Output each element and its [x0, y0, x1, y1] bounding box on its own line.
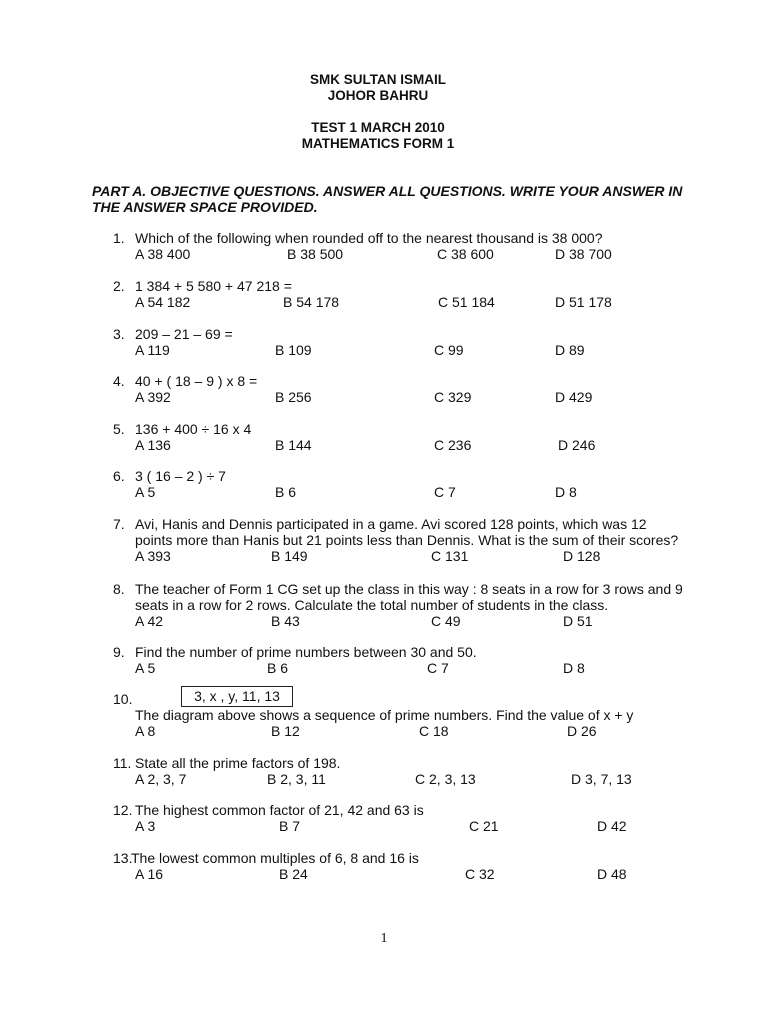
option-a: A 5 — [135, 484, 156, 500]
option-c: C 51 184 — [438, 294, 495, 310]
option-c: C 7 — [434, 484, 456, 500]
option-a: A 119 — [135, 342, 170, 358]
option-a: A 42 — [135, 613, 164, 629]
option-b: B 144 — [275, 437, 312, 453]
option-d: D 48 — [597, 866, 627, 882]
question-text: The teacher of Form 1 CG set up the class in this way : 8 seats in a row for 3 rows and 9 — [135, 581, 683, 597]
test-title: TEST 1 MARCH 2010 — [311, 120, 445, 135]
option-d: D 8 — [555, 484, 577, 500]
page-number: 1 — [380, 931, 388, 946]
question-number: 7. — [113, 516, 125, 532]
school-name: SMK SULTAN ISMAIL — [310, 72, 446, 87]
option-c: C 131 — [431, 548, 469, 564]
question-text: 1 384 + 5 580 + 47 218 = — [135, 278, 292, 294]
option-a: A 393 — [135, 548, 171, 564]
option-b: B 54 178 — [283, 294, 340, 310]
question-number: 9. — [113, 644, 125, 660]
option-d: D 429 — [555, 389, 593, 405]
option-c: C 32 — [465, 866, 495, 882]
instructions-line-2: THE ANSWER SPACE PROVIDED. — [92, 199, 318, 215]
option-b: B 2, 3, 11 — [267, 771, 326, 787]
option-b: B 24 — [279, 866, 308, 882]
option-a: A 38 400 — [135, 246, 191, 262]
option-d: D 3, 7, 13 — [571, 771, 632, 787]
question-text: 40 + ( 18 – 9 ) x 8 = — [135, 373, 258, 389]
option-a: A 2, 3, 7 — [135, 771, 187, 787]
question-number: 4. — [113, 373, 125, 389]
option-d: D 42 — [597, 818, 627, 834]
option-c: C 18 — [419, 723, 449, 739]
option-c: C 38 600 — [437, 246, 494, 262]
option-a: A 16 — [135, 866, 164, 882]
option-a: A 136 — [135, 437, 171, 453]
option-b: B 12 — [271, 723, 300, 739]
option-b: B 6 — [275, 484, 297, 500]
question-text: The diagram above shows a sequence of prime numbers. Find the value of x + y — [135, 707, 634, 723]
question-text: 209 – 21 – 69 = — [135, 326, 233, 342]
option-d: D 26 — [567, 723, 597, 739]
subject-title: MATHEMATICS FORM 1 — [301, 136, 455, 151]
option-d: D 51 178 — [555, 294, 612, 310]
question-text: Avi, Hanis and Dennis participated in a game. Avi scored 128 points, which was 12 — [135, 516, 647, 532]
question-number: 5. — [113, 421, 125, 437]
option-b: B 43 — [271, 613, 300, 629]
option-d: D 8 — [563, 660, 585, 676]
option-d: D 246 — [558, 437, 596, 453]
option-a: A 8 — [135, 723, 156, 739]
question-number: 10. — [113, 691, 133, 707]
question-number: 12. — [113, 802, 133, 818]
question-number: 8. — [113, 581, 125, 597]
option-b: B 109 — [275, 342, 312, 358]
option-d: D 51 — [563, 613, 593, 629]
instructions-line-1: PART A. OBJECTIVE QUESTIONS. ANSWER ALL QUESTIONS. WRITE YOUR ANSWER IN — [92, 183, 683, 199]
question-text: State all the prime factors of 198. — [135, 755, 341, 771]
question-number: 1. — [113, 230, 125, 246]
option-c: C 236 — [434, 437, 472, 453]
option-a: A 5 — [135, 660, 156, 676]
option-a: A 3 — [135, 818, 156, 834]
question-number: 3. — [113, 326, 125, 342]
question-number: 13. — [113, 850, 133, 866]
option-c: C 99 — [434, 342, 464, 358]
question-text: Find the number of prime numbers between 30 and 50. — [135, 644, 477, 660]
question-text: 136 + 400 ÷ 16 x 4 — [135, 421, 252, 437]
option-c: C 2, 3, 13 — [415, 771, 476, 787]
option-a: A 392 — [135, 389, 171, 405]
question-text: points more than Hanis but 21 points less than Dennis. What is the sum of their scores? — [135, 532, 679, 548]
question-number: 2. — [113, 278, 125, 294]
option-d: D 89 — [555, 342, 585, 358]
option-c: C 329 — [434, 389, 472, 405]
option-b: B 256 — [275, 389, 312, 405]
option-d: D 128 — [563, 548, 601, 564]
question-text: The highest common factor of 21, 42 and 63 is — [135, 802, 424, 818]
question-text: seats in a row for 2 rows. Calculate the total number of students in the class. — [135, 597, 609, 613]
option-c: C 21 — [469, 818, 499, 834]
option-b: B 38 500 — [287, 246, 344, 262]
option-b: B 7 — [279, 818, 301, 834]
option-d: D 38 700 — [555, 246, 612, 262]
option-a: A 54 182 — [135, 294, 191, 310]
option-c: C 7 — [427, 660, 449, 676]
question-text: 3 ( 16 – 2 ) ÷ 7 — [135, 468, 226, 484]
question-number: 11. — [113, 755, 132, 771]
question-text: The lowest common multiples of 6, 8 and 16 is — [131, 850, 419, 866]
option-b: B 149 — [271, 548, 308, 564]
question-text: Which of the following when rounded off to the nearest thousand is 38 000? — [135, 230, 603, 246]
school-city: JOHOR BAHRU — [327, 88, 429, 103]
option-b: B 6 — [267, 660, 289, 676]
option-c: C 49 — [431, 613, 461, 629]
prime-sequence-box: 3, x , y, 11, 13 — [181, 686, 293, 707]
question-number: 6. — [113, 468, 125, 484]
